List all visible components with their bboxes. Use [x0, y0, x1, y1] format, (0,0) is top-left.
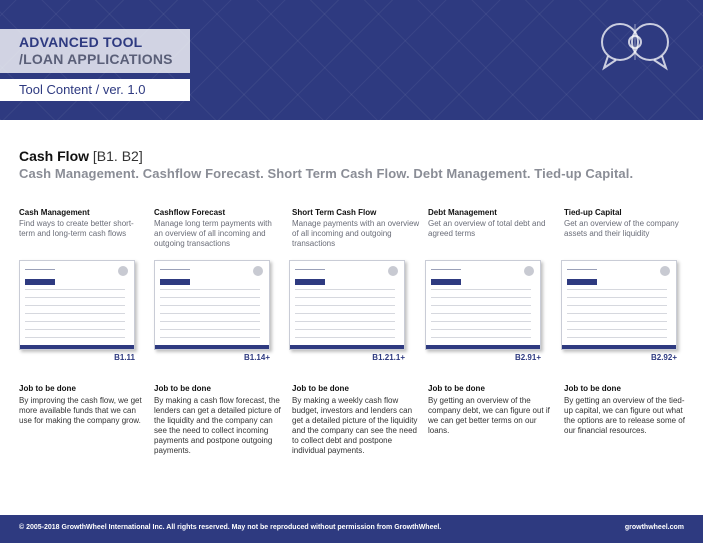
tool-description: Get an overview of total debt and agreed terms — [428, 219, 546, 238]
thumbnail-line — [25, 297, 125, 298]
thumbnail-footer-bar — [290, 345, 404, 349]
thumbnail-line — [295, 289, 395, 290]
section-subtitle: Cash Management. Cashflow Forecast. Short Term Cash Flow. Debt Management. Tied-up Capital. — [19, 166, 634, 181]
tool-name: Debt Management — [428, 208, 497, 217]
thumbnail-line — [295, 297, 395, 298]
job-text: By getting an overview of the company debt, we can figure out if we can get better terms on our loans. — [428, 396, 550, 435]
job-to-be-done — [154, 384, 282, 456]
thumbnail-logo — [25, 279, 55, 285]
tool-card-cashflow-forecast — [154, 208, 282, 249]
thumbnail-line — [25, 289, 125, 290]
tool-code: B2.91+ — [514, 353, 541, 362]
thumbnail-footer-bar — [562, 345, 676, 349]
job-text: By getting an overview of the tied-up capital, we can figure out what the options are to release some of our financial resources. — [564, 396, 685, 435]
job-title: Job to be done — [292, 384, 349, 393]
thumbnail-line — [160, 313, 260, 314]
thumbnail-line — [431, 269, 461, 270]
thumbnail-badge — [388, 266, 398, 276]
thumbnail-footer-bar — [426, 345, 540, 349]
thumbnail-footer-bar — [155, 345, 269, 349]
thumbnail-line — [160, 305, 260, 306]
thumbnail-logo — [160, 279, 190, 285]
tool-name: Tied-up Capital — [564, 208, 622, 217]
thumbnail-line — [567, 289, 667, 290]
job-title: Job to be done — [154, 384, 211, 393]
thumbnail-line — [160, 329, 260, 330]
tool-name: Cash Management — [19, 208, 90, 217]
tool-description: Manage payments with an overview of all incoming and outgoing transactions — [292, 219, 420, 248]
job-to-be-done — [428, 384, 556, 436]
thumbnail-line — [25, 321, 125, 322]
thumbnail-line — [25, 305, 125, 306]
website-link[interactable]: growthwheel.com — [624, 524, 684, 531]
section-title-text: Cash Flow — [19, 148, 90, 164]
tool-name: Short Term Cash Flow — [292, 208, 377, 217]
thumbnail-line — [567, 269, 597, 270]
tool-thumbnail[interactable] — [19, 260, 135, 350]
job-text: By making a weekly cash flow budget, investors and lenders can get a detailed picture of the liquidity and the company can see the need to collect debt and postpone individual payments. — [292, 396, 418, 455]
thumbnail-line — [295, 305, 395, 306]
thumbnail-line — [295, 321, 395, 322]
thumbnail-line — [25, 269, 55, 270]
job-text: By making a cash flow forecast, the lenders can get a detailed picture of the liquidity and the company can see the need to collect incoming payments and postpone outgoing payments. — [154, 396, 281, 455]
thumbnail-line — [431, 305, 531, 306]
thumbnail-badge — [253, 266, 263, 276]
growthwheel-logo-icon — [598, 18, 672, 74]
thumbnail-line — [567, 297, 667, 298]
section-title — [19, 148, 143, 164]
thumbnail-line — [160, 289, 260, 290]
footer-band — [0, 515, 703, 543]
thumbnail-badge — [118, 266, 128, 276]
thumbnail-line — [431, 297, 531, 298]
thumbnail-line — [160, 269, 190, 270]
thumbnail-line — [567, 305, 667, 306]
tool-code: B2.92+ — [650, 353, 677, 362]
thumbnail-line — [160, 337, 260, 338]
tool-card-short-term-cash-flow — [292, 208, 420, 249]
tool-description: Manage long term payments with an overview of all incoming and outgoing transactions — [154, 219, 272, 248]
tool-card-cash-management — [19, 208, 147, 239]
thumbnail-line — [431, 329, 531, 330]
tool-card-tied-up-capital — [564, 208, 692, 239]
thumbnail-line — [567, 313, 667, 314]
thumbnail-line — [295, 313, 395, 314]
thumbnail-line — [567, 337, 667, 338]
tool-code: B1.14+ — [243, 353, 270, 362]
tool-title-line2: /LOAN APPLICATIONS — [19, 51, 173, 67]
thumbnail-line — [25, 337, 125, 338]
thumbnail-line — [567, 321, 667, 322]
tool-thumbnail[interactable] — [289, 260, 405, 350]
tool-description: Find ways to create better short-term and long-term cash flows — [19, 219, 134, 238]
copyright-text: © 2005-2018 GrowthWheel International Inc. All rights reserved. May not be reproduced without permission from GrowthWheel. — [19, 524, 442, 531]
job-to-be-done — [19, 384, 147, 426]
thumbnail-line — [295, 337, 395, 338]
tool-name: Cashflow Forecast — [154, 208, 226, 217]
job-title: Job to be done — [564, 384, 621, 393]
tool-description: Get an overview of the company assets and their liquidity — [564, 219, 679, 238]
tool-thumbnail[interactable] — [561, 260, 677, 350]
job-title: Job to be done — [428, 384, 485, 393]
tool-version-subtitle: Tool Content / ver. 1.0 — [19, 82, 146, 97]
thumbnail-badge — [660, 266, 670, 276]
thumbnail-line — [431, 289, 531, 290]
job-to-be-done — [292, 384, 420, 456]
thumbnail-line — [295, 269, 325, 270]
job-title: Job to be done — [19, 384, 76, 393]
thumbnail-line — [431, 313, 531, 314]
tool-code: B1.21.1+ — [372, 353, 405, 362]
thumbnail-line — [25, 329, 125, 330]
section-code: [B1. B2] — [92, 148, 143, 164]
tool-thumbnail[interactable] — [425, 260, 541, 350]
thumbnail-line — [431, 337, 531, 338]
job-text: By improving the cash flow, we get more available funds that we can use for making the company grow. — [19, 396, 142, 425]
thumbnail-line — [160, 297, 260, 298]
thumbnail-line — [295, 329, 395, 330]
thumbnail-footer-bar — [20, 345, 134, 349]
thumbnail-line — [431, 321, 531, 322]
tool-card-debt-management — [428, 208, 556, 239]
tool-code: B1.11 — [114, 353, 135, 362]
thumbnail-line — [567, 329, 667, 330]
job-to-be-done — [564, 384, 692, 436]
thumbnail-line — [25, 313, 125, 314]
thumbnail-logo — [567, 279, 597, 285]
thumbnail-logo — [431, 279, 461, 285]
tool-thumbnail[interactable] — [154, 260, 270, 350]
thumbnail-line — [160, 321, 260, 322]
tool-title-line1: ADVANCED TOOL — [19, 34, 143, 50]
thumbnail-logo — [295, 279, 325, 285]
thumbnail-badge — [524, 266, 534, 276]
